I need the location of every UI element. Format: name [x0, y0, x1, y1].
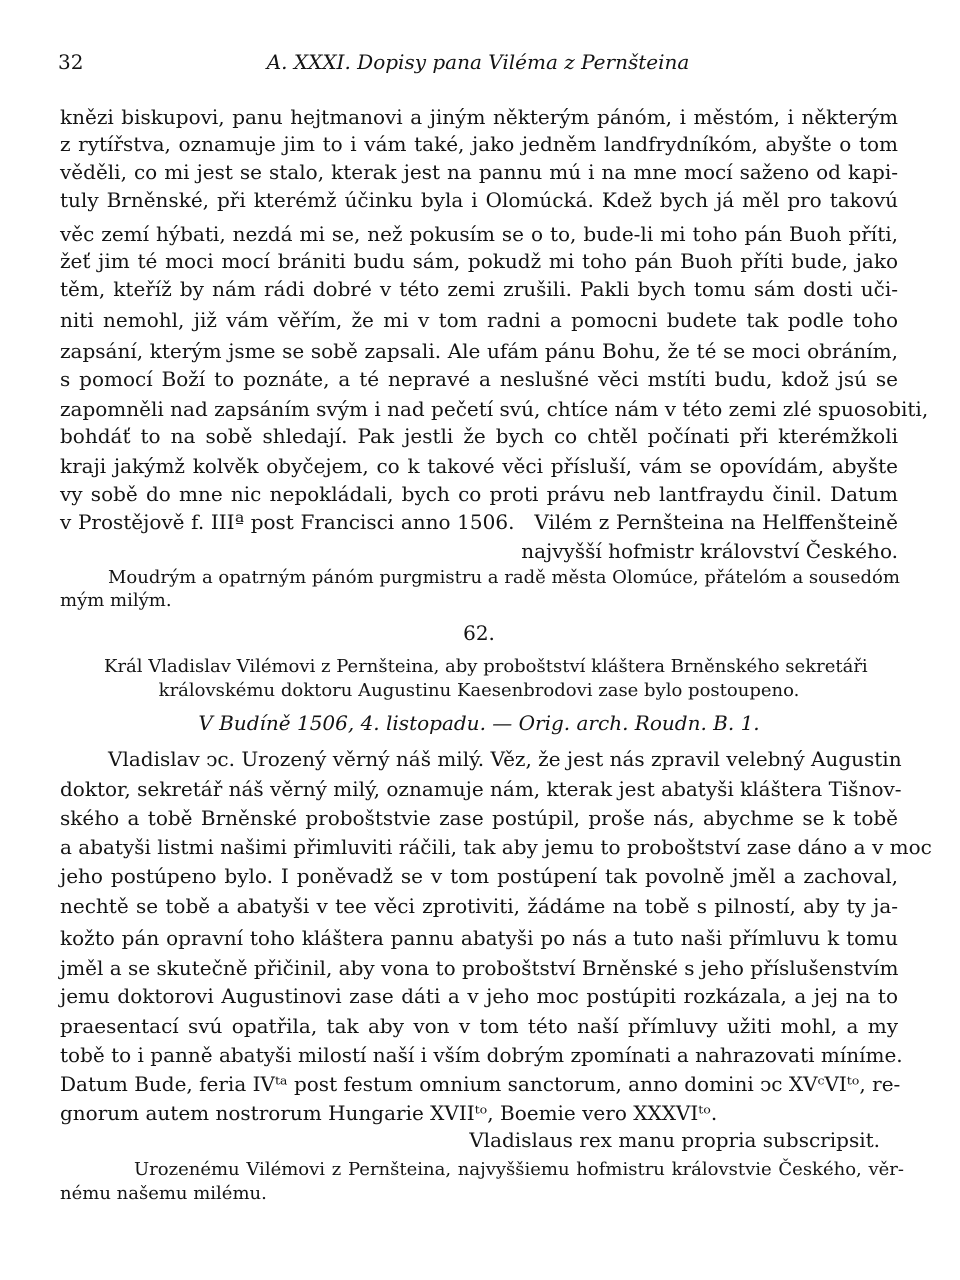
text-line: praesentací svú opatřila, tak aby von v tom této naší přímluvy užiti mohl, a my: [60, 1014, 898, 1038]
text-line: knězi biskupovi, panu hejtmanovi a jiným některým pánóm, i městóm, i některým: [60, 105, 898, 129]
text-line: vy sobě do mne nic nepokládali, bych co proti právu neb lantfraydu činil. Datum: [60, 482, 898, 506]
text-line: nechtě se tobě a abatyši v tee věci zprotiviti, žádáme na tobě s pilností, aby ty ja-: [60, 894, 898, 918]
address-line: mým milým.: [60, 590, 172, 611]
summary-line: královskému doktoru Augustinu Kaesenbrodovi zase bylo postoupeno.: [158, 680, 800, 701]
text-line: doktor, sekretář náš věrný milý, oznamuje nám, kterak jest abatyši kláštera Tišnov-: [60, 777, 902, 801]
source-note: V Budíně 1506, 4. listopadu. — Orig. arch. Roudn. B. 1.: [198, 711, 760, 735]
text-line: Datum Bude, feria IVᵗᵃ post festum omnium sanctorum, anno domini ↄc XVᶜVIᵗᵒ, re-: [60, 1072, 901, 1096]
text-line: kožto pán opravní toho kláštera pannu abatyši po nás a tuto naši přímluvu k tomu: [60, 926, 898, 950]
summary-line: Král Vladislav Vilémovi z Pernšteina, aby proboštství kláštera Brněnského sekretáři: [104, 656, 868, 677]
text-line: ského a tobě Brněnské proboštstvie zase postúpil, proše nás, abychme se k tobě: [60, 806, 898, 830]
text-line: zapomněli nad zapsáním svým i nad pečetí svú, chtíce nám v této zemi zlé spuosobiti,: [60, 397, 929, 421]
text-line: v Prostějově f. IIIª post Francisci anno 1506. Vilém z Pernšteina na Helffenšteině: [60, 510, 898, 534]
text-line: jeho postúpeno bylo. I poněvadž se v tom postúpení tak povolně jměl a zachoval,: [60, 864, 898, 888]
page-number: 32: [58, 50, 84, 74]
signature: Vladislaus rex manu propria subscripsit.: [469, 1128, 880, 1152]
text-line: jemu doktorovi Augustinovi zase dáti a v jeho moc postúpiti rozkázala, a jej na to: [60, 984, 898, 1008]
text-line: těm, kteříž by nám rádi dobré v této zemi zrušili. Pakli bych tomu sám dosti uči-: [60, 277, 898, 301]
text-line: niti nemohl, již vám věřím, že mi v tom radni a pomocni budete tak podle toho: [60, 308, 898, 332]
text-line: gnorum autem nostrorum Hungarie XVIIᵗᵒ, Boemie vero XXXVIᵗᵒ.: [60, 1101, 718, 1125]
document-number: 62.: [463, 621, 495, 645]
text-line: žeť jim té moci mocí brániti budu sám, pokudž mi toho pán Buoh příti bude, jako: [60, 249, 898, 273]
text-line: kraji jakýmž kolvěk obyčejem, co k takové věci přísluší, vám se opovídám, abyšte: [60, 454, 898, 478]
address-line: Moudrým a opatrným pánóm purgmistru a radě města Olomúce, přátelóm a sousedóm: [108, 567, 900, 588]
page-header: [58, 50, 898, 80]
text-line: s pomocí Boží to poznáte, a té nepravé a neslušné věci mstíti budu, kdož jsú se: [60, 367, 898, 391]
address-line: nému našemu milému.: [60, 1183, 267, 1204]
text-line: věc zemí hýbati, nezdá mi se, než pokusím se o to, bude-li mi toho pán Buoh příti,: [60, 222, 898, 246]
text-line: tuly Brněnské, při kterémž účinku byla i Olomúcká. Kdež bych já měl pro takovú: [60, 188, 898, 212]
text-line: z rytířstva, oznamuje jim to i vám také, jako jedněm landfrydníkóm, abyšte o tom: [60, 132, 898, 156]
text-line: věděli, co mi jest se stalo, kterak jest na pannu mú i na mne mocí saženo od kapi-: [60, 160, 898, 184]
address-line: Urozenému Vilémovi z Pernšteina, najvyššiemu hofmistru královstvie Českého, věr-: [134, 1159, 904, 1180]
text-line: tobě to i panně abatyši milostí naší i vším dobrým zpomínati a nahrazovati míníme.: [60, 1043, 903, 1067]
text-line: jměl a se skutečně přičinil, aby vona to proboštství Brněnské s jeho příslušenstvím: [60, 956, 899, 980]
text-line: Vladislav ↄc. Urozený věrný náš milý. Věz, že jest nás zpravil velebný Augustin: [108, 747, 902, 771]
text-line: zapsání, kterým jsme se sobě zapsali. Ale ufám pánu Bohu, že té se moci obráním,: [60, 339, 898, 363]
text-line: a abatyši listmi našimi přimluviti ráčili, tak aby jemu to proboštství zase dáno a v moc: [60, 835, 932, 859]
signature-title: najvyšší hofmistr království Českého.: [521, 539, 898, 563]
running-title: A. XXXI. Dopisy pana Viléma z Pernšteina: [266, 50, 690, 74]
text-line: bohdáť to na sobě shledají. Pak jestli že bych co chtěl počínati při kterémžkoli: [60, 424, 898, 448]
